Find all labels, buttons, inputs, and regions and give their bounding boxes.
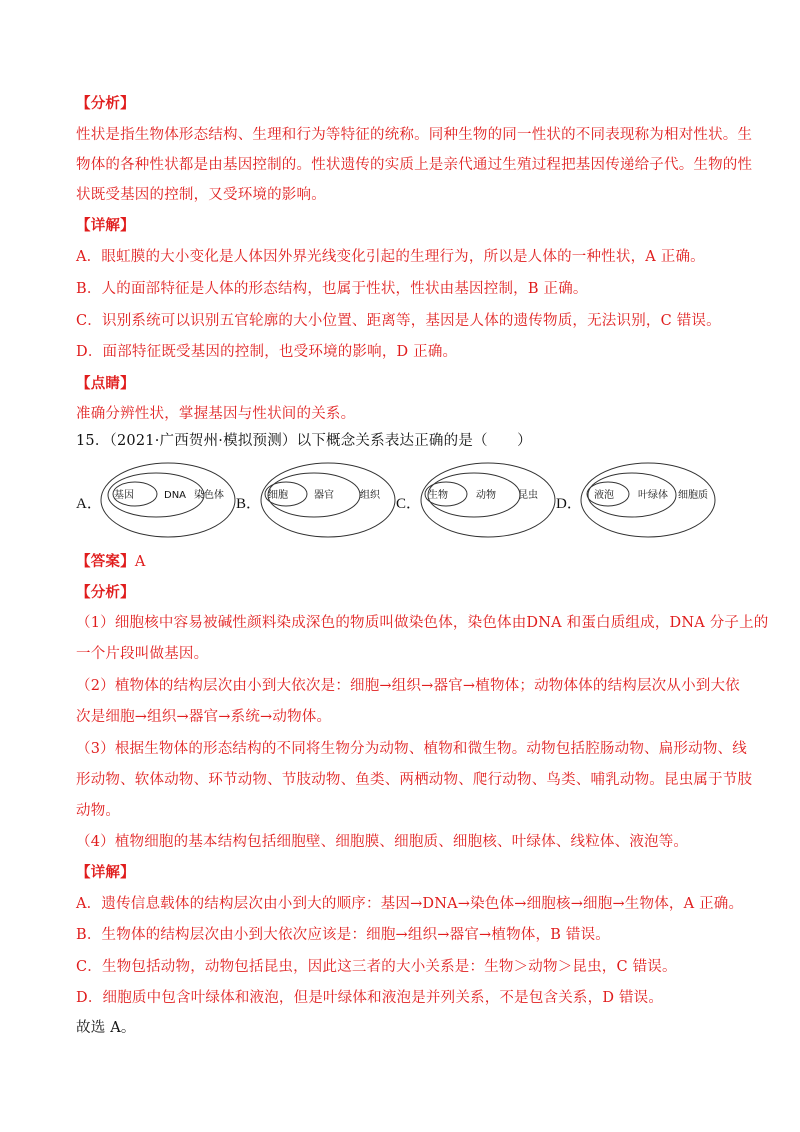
analysis-2-line: 次是细胞→组织→器官→系统→动物体。 [76, 709, 332, 725]
middle-label: 动物 [476, 490, 496, 501]
detail-2-option-b: B．生物体的结构层次由小到大依次应该是：细胞→组织→器官→植物体，B 错误。 [76, 927, 610, 943]
option-b-label: B． [236, 496, 262, 512]
analysis-text-line: 性状是指生物体形态结构、生理和行为等特征的统称。同种生物的同一性状的不同表现称为相对性状。生 [76, 127, 753, 143]
option-d-diagram [578, 460, 718, 540]
detail-2-heading: 【详解】 [76, 864, 135, 881]
analysis-2-line: 动物。 [76, 803, 121, 819]
analysis-2-line: 一个片段叫做基因。 [76, 646, 209, 662]
option-c-diagram [418, 460, 558, 540]
analysis-heading: 【分析】 [76, 95, 135, 112]
detail-option-a: A．眼虹膜的大小变化是人体因外界光线变化引起的生理行为，所以是人体的一种性状，A 正确。 [76, 249, 705, 265]
detail-heading: 【详解】 [76, 217, 135, 234]
answer-line [76, 552, 736, 572]
analysis-text-line: 状既受基因的控制，又受环境的影响。 [76, 187, 326, 203]
tip-text: 准确分辨性状，掌握基因与性状间的关系。 [76, 406, 356, 422]
inner-label: 细胞 [268, 490, 288, 501]
option-a-diagram [98, 460, 238, 540]
conclusion: 故选 A。 [76, 1020, 136, 1036]
middle-label: DNA [164, 490, 187, 501]
outer-label: 昆虫 [518, 490, 538, 501]
inner-label: 生物 [428, 490, 448, 501]
middle-label: 器官 [314, 490, 334, 501]
detail-2-option-c: C．生物包括动物，动物包括昆虫，因此这三者的大小关系是：生物＞动物＞昆虫，C 错误。 [76, 959, 677, 975]
detail-2-option-a: A．遗传信息载体的结构层次由小到大的顺序：基因→DNA→染色体→细胞核→细胞→生物体，A 正确。 [76, 896, 744, 912]
outer-label: 组织 [360, 490, 380, 501]
inner-label: 基因 [114, 490, 134, 501]
outer-label: 染色体 [194, 490, 224, 501]
analysis-2-line: 形动物、软体动物、环节动物、节肢动物、鱼类、两栖动物、爬行动物、鸟类、哺乳动物。昆虫属于节肢 [76, 772, 753, 788]
question-15-stem: 15．（2021·广西贺州·模拟预测）以下概念关系表达正确的是（ ） [76, 433, 532, 449]
answer-value: A [134, 554, 146, 570]
option-a-label: A． [76, 496, 102, 512]
analysis-2-line: （4）植物细胞的基本结构包括细胞壁、细胞膜、细胞质、细胞核、叶绿体、线粒体、液泡等。 [76, 834, 689, 850]
option-b-diagram [258, 460, 398, 540]
inner-label: 液泡 [594, 490, 614, 501]
middle-label: 叶绿体 [638, 490, 668, 501]
analysis-2-heading: 【分析】 [76, 584, 135, 601]
detail-option-b: B．人的面部特征是人体的形态结构，也属于性状，性状由基因控制，B 正确。 [76, 281, 588, 297]
analysis-text-line: 物体的各种性状都是由基因控制的。性状遗传的实质上是亲代通过生殖过程把基因传递给子代。生物的性 [76, 157, 753, 173]
outer-label: 细胞质 [678, 490, 708, 501]
analysis-2-line: （2）植物体的结构层次由小到大依次是：细胞→组织→器官→植物体；动物体体的结构层次从小到大依 [76, 678, 740, 694]
detail-option-c: C．识别系统可以识别五官轮廓的大小位置、距离等，基因是人体的遗传物质，无法识别，C 错误。 [76, 313, 721, 329]
analysis-2-line: （1）细胞核中容易被碱性颜料染成深色的物质叫做染色体，染色体由DNA 和蛋白质组成，DNA 分子上的 [76, 615, 769, 631]
detail-option-d: D．面部特征既受基因的控制，也受环境的影响，D 正确。 [76, 344, 458, 360]
option-c-label: C． [396, 496, 422, 512]
analysis-2-line: （3）根据生物体的形态结构的不同将生物分为动物、植物和微生物。动物包括腔肠动物、扁形动物、线 [76, 741, 747, 757]
tip-heading: 【点睛】 [76, 375, 135, 392]
option-d-label: D． [556, 496, 582, 512]
answer-heading: 【答案】 [76, 553, 135, 570]
detail-2-option-d: D．细胞质中包含叶绿体和液泡，但是叶绿体和液泡是并列关系，不是包含关系，D 错误。 [76, 990, 664, 1006]
